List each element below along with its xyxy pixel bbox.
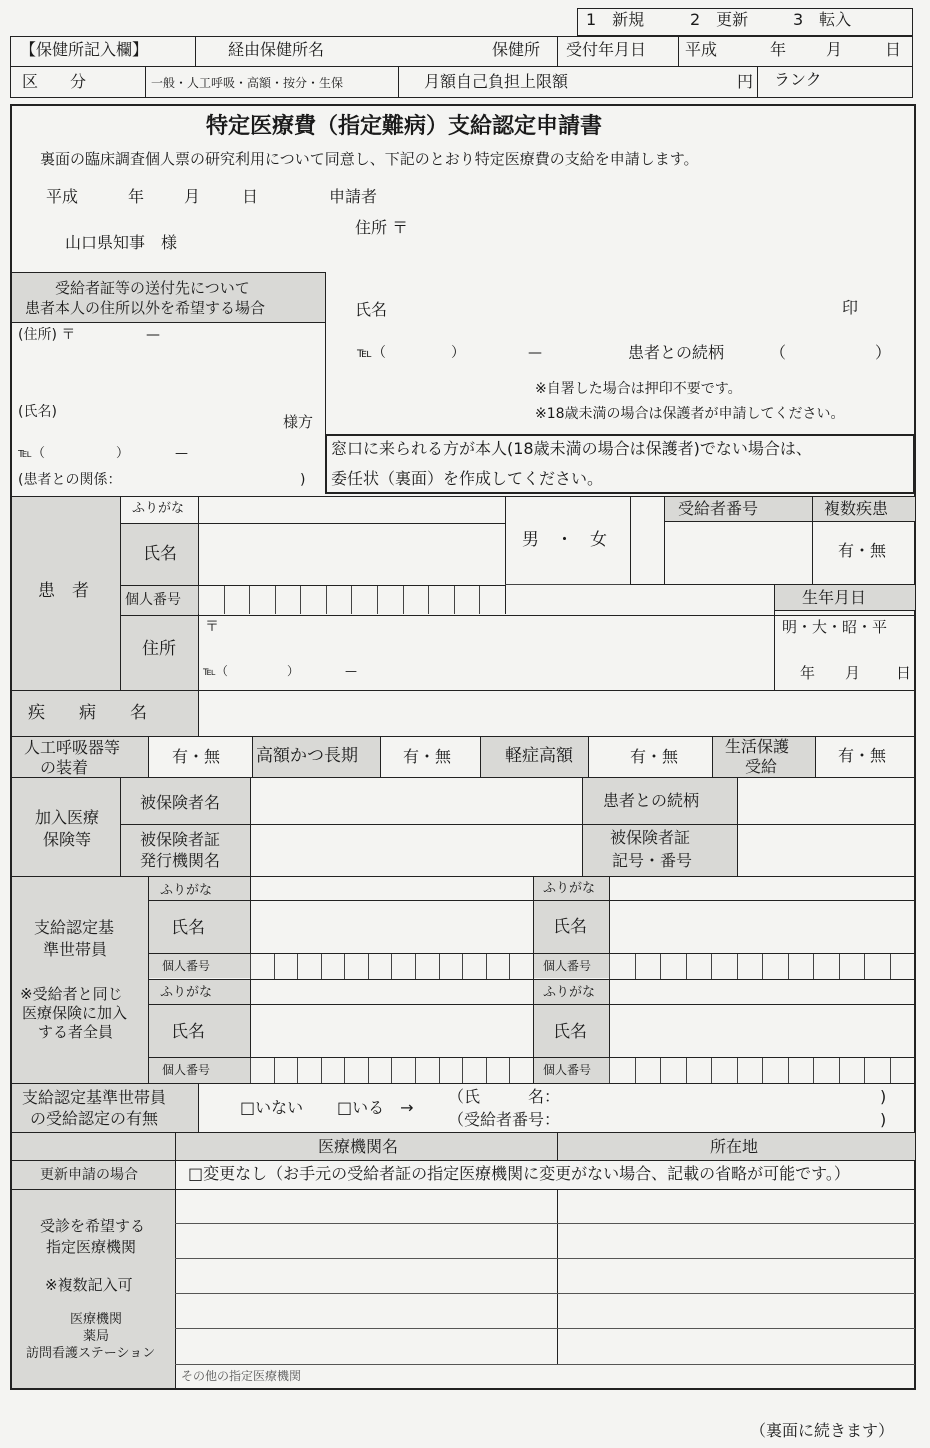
patient-name-label: 氏名 [143, 544, 177, 564]
patient-tel-mid: ） [287, 664, 300, 678]
applicant-tel-dash: — [528, 345, 542, 361]
footer-continues: （裏面に続きます） [750, 1421, 895, 1440]
note-self-sign: ※自署した場合は押印不要です。 [535, 381, 742, 397]
yen-label: 円 [737, 72, 754, 91]
insured-name-label: 被保険者名 [140, 793, 221, 812]
patient-zip[interactable]: 〒 [205, 619, 219, 635]
type-renew[interactable]: 2 更新 [690, 10, 749, 29]
proxy-line2: 委任状（裏面）を作成してください。 [331, 469, 604, 488]
applicant-name[interactable]: 氏名 [355, 300, 388, 319]
kubun-options[interactable]: 一般・人工呼吸・高額・按分・生保 [151, 76, 344, 90]
mild-high-options[interactable]: 有・無 [630, 747, 679, 766]
send-to-tel[interactable]: ℡（ [18, 446, 45, 461]
member3-mynum-label: 個人番号 [162, 1063, 211, 1077]
member4-furigana-label: ふりがな [543, 985, 596, 1000]
patient-tel-dash: — [345, 664, 357, 678]
member4-mynum-label: 個人番号 [543, 1063, 592, 1077]
medical-col-name: 医療機関名 [318, 1137, 399, 1156]
member1-name-label: 氏名 [171, 918, 205, 938]
no-change-checkbox[interactable]: □変更なし（お手元の受給者証の指定医療機関に変更がない場合、記載の省略が可能です。） [188, 1164, 850, 1183]
kind-hospital: 医療機関 [70, 1312, 123, 1327]
recv-day: 日 [885, 40, 902, 59]
recipient-no-label: 受給者番号 [678, 499, 759, 518]
via-hc-label: 経由保健所名 [228, 40, 325, 59]
birth-year: 年 [800, 664, 816, 682]
type-new[interactable]: 1 新規 [586, 10, 645, 29]
multi-disease-options[interactable]: 有・無 [838, 541, 887, 560]
kind-pharmacy: 薬局 [83, 1329, 110, 1344]
other-institution-label: その他の指定医療機関 [181, 1369, 302, 1383]
send-to-sama: 様方 [283, 413, 314, 431]
welfare-options[interactable]: 有・無 [838, 746, 887, 765]
send-to-h2: 患者本人の住所以外を希望する場合 [25, 299, 266, 317]
send-to-relation-close: ) [300, 472, 306, 488]
kubun-label: 区 分 [22, 72, 87, 91]
apply-month: 月 [184, 187, 201, 206]
member1-furigana-label: ふりがな [160, 883, 213, 898]
apply-heisei: 平成 [46, 187, 79, 206]
welfare-label-2: 受給 [745, 757, 778, 776]
apply-day: 日 [242, 187, 259, 206]
hh-cert-recipient-close: ) [880, 1110, 887, 1129]
kind-nursing: 訪問看護ステーション [26, 1346, 156, 1361]
governor-address: 山口県知事 様 [65, 233, 178, 252]
birthdate-label: 生年月日 [802, 588, 867, 607]
form-title: 特定医療費（指定難病）支給認定申請書 [206, 114, 603, 139]
recv-month: 月 [826, 40, 843, 59]
applicant-tel-mid: ） [451, 345, 465, 361]
member3-name-label: 氏名 [171, 1022, 205, 1042]
high-long-options[interactable]: 有・無 [403, 747, 452, 766]
rank-label: ランク [774, 70, 822, 89]
applicant-relation-close: ） [875, 343, 892, 362]
send-to-address-dash: — [146, 327, 160, 343]
insurance-label-1: 加入医療 [35, 808, 100, 827]
member3-furigana-label: ふりがな [160, 985, 213, 1000]
high-long-label: 高額かつ長期 [256, 746, 358, 766]
applicant-relation-open: （ [770, 343, 787, 362]
want-label-2: 指定医療機関 [46, 1238, 137, 1256]
send-to-h1: 受給者証等の送付先について [55, 279, 250, 297]
welfare-label-1: 生活保護 [725, 737, 790, 756]
household-label-2: 準世帯員 [43, 940, 108, 959]
send-to-address[interactable]: (住所) 〒 [18, 327, 76, 343]
send-to-tel-mid: ） [116, 446, 130, 461]
patient-furigana-label: ふりがな [132, 501, 185, 516]
disease-label: 疾 病 名 [28, 703, 147, 723]
recv-year: 年 [770, 40, 787, 59]
insurance-label-2: 保険等 [43, 830, 92, 849]
hh-cert-name-close: ) [880, 1087, 887, 1106]
hh-cert-none[interactable]: □いない [240, 1098, 304, 1117]
applicant-label: 申請者 [329, 187, 378, 206]
recv-heisei: 平成 [685, 40, 718, 59]
household-note-2: 医療保険に加入 [22, 1004, 128, 1022]
apply-year: 年 [128, 187, 145, 206]
insurance-relation-label: 患者との続柄 [603, 791, 700, 810]
intro-text: 裏面の臨床調査個人票の研究利用について同意し、下記のとおり特定医療費の支給を申請します。 [40, 150, 699, 168]
insurance-number-label-2: 記号・番号 [612, 851, 693, 870]
want-label-1: 受診を希望する [40, 1217, 146, 1235]
birth-day: 日 [896, 664, 912, 682]
birth-month: 月 [845, 664, 861, 682]
recv-date-label: 受付年月日 [566, 40, 647, 59]
hh-cert-exists[interactable]: □いる → [337, 1098, 414, 1117]
patient-label: 患 者 [38, 581, 89, 601]
type-transfer[interactable]: 3 転入 [793, 10, 852, 29]
seal-label: 印 [842, 298, 859, 317]
limit-label: 月額自己負担上限額 [424, 72, 569, 91]
ventilator-label-2: の装着 [40, 758, 89, 777]
patient-tel[interactable]: ℡（ [203, 664, 228, 678]
household-note-3: する者全員 [38, 1023, 114, 1041]
hh-cert-label-1: 支給認定基準世帯員 [22, 1088, 167, 1107]
member2-furigana-label: ふりがな [543, 881, 596, 896]
hh-cert-label-2: の受給認定の有無 [30, 1109, 159, 1128]
patient-address-label: 住所 [142, 639, 176, 659]
member2-name-label: 氏名 [553, 917, 587, 937]
multi-disease-label: 複数疾患 [824, 499, 889, 518]
applicant-relation[interactable]: 患者との続柄 [628, 343, 725, 362]
multi-allowed-note: ※複数記入可 [45, 1276, 133, 1294]
send-to-relation[interactable]: (患者との関係： [18, 472, 122, 488]
insurance-number-label-1: 被保険者証 [610, 828, 691, 847]
ventilator-label-1: 人工呼吸器等 [24, 738, 121, 757]
patient-sex[interactable]: 男 ・ 女 [522, 530, 607, 550]
hc-label: 保健所 [492, 40, 541, 59]
office-label: 【保健所記入欄】 [20, 40, 149, 59]
send-to-name[interactable]: (氏名) [18, 404, 57, 420]
renew-label: 更新申請の場合 [40, 1167, 138, 1183]
member4-name-label: 氏名 [553, 1022, 587, 1042]
household-note-1: ※受給者と同じ [20, 985, 123, 1003]
send-to-tel-dash: — [175, 446, 188, 461]
proxy-line1: 窓口に来られる方が本人(18歳未満の場合は保護者)でない場合は、 [331, 439, 812, 458]
member2-mynum-label: 個人番号 [543, 959, 592, 973]
birth-era[interactable]: 明・大・昭・平 [782, 618, 888, 636]
mild-high-label: 軽症高額 [505, 746, 573, 766]
issuer-label-2: 発行機関名 [140, 851, 221, 870]
issuer-label-1: 被保険者証 [140, 830, 221, 849]
note-minor: ※18歳未満の場合は保護者が申請してください。 [535, 406, 845, 422]
household-label-1: 支給認定基 [34, 918, 115, 937]
medical-col-address: 所在地 [710, 1137, 759, 1156]
member1-mynum-label: 個人番号 [162, 959, 211, 973]
hh-cert-recipient-no[interactable]: （受給者番号： [448, 1110, 561, 1129]
applicant-tel[interactable]: ℡（ [357, 345, 387, 361]
patient-mynum-label: 個人番号 [125, 592, 181, 608]
applicant-address[interactable]: 住所 〒 [355, 218, 409, 237]
hh-cert-name[interactable]: （氏 名： [448, 1087, 561, 1106]
ventilator-options[interactable]: 有・無 [172, 747, 221, 766]
